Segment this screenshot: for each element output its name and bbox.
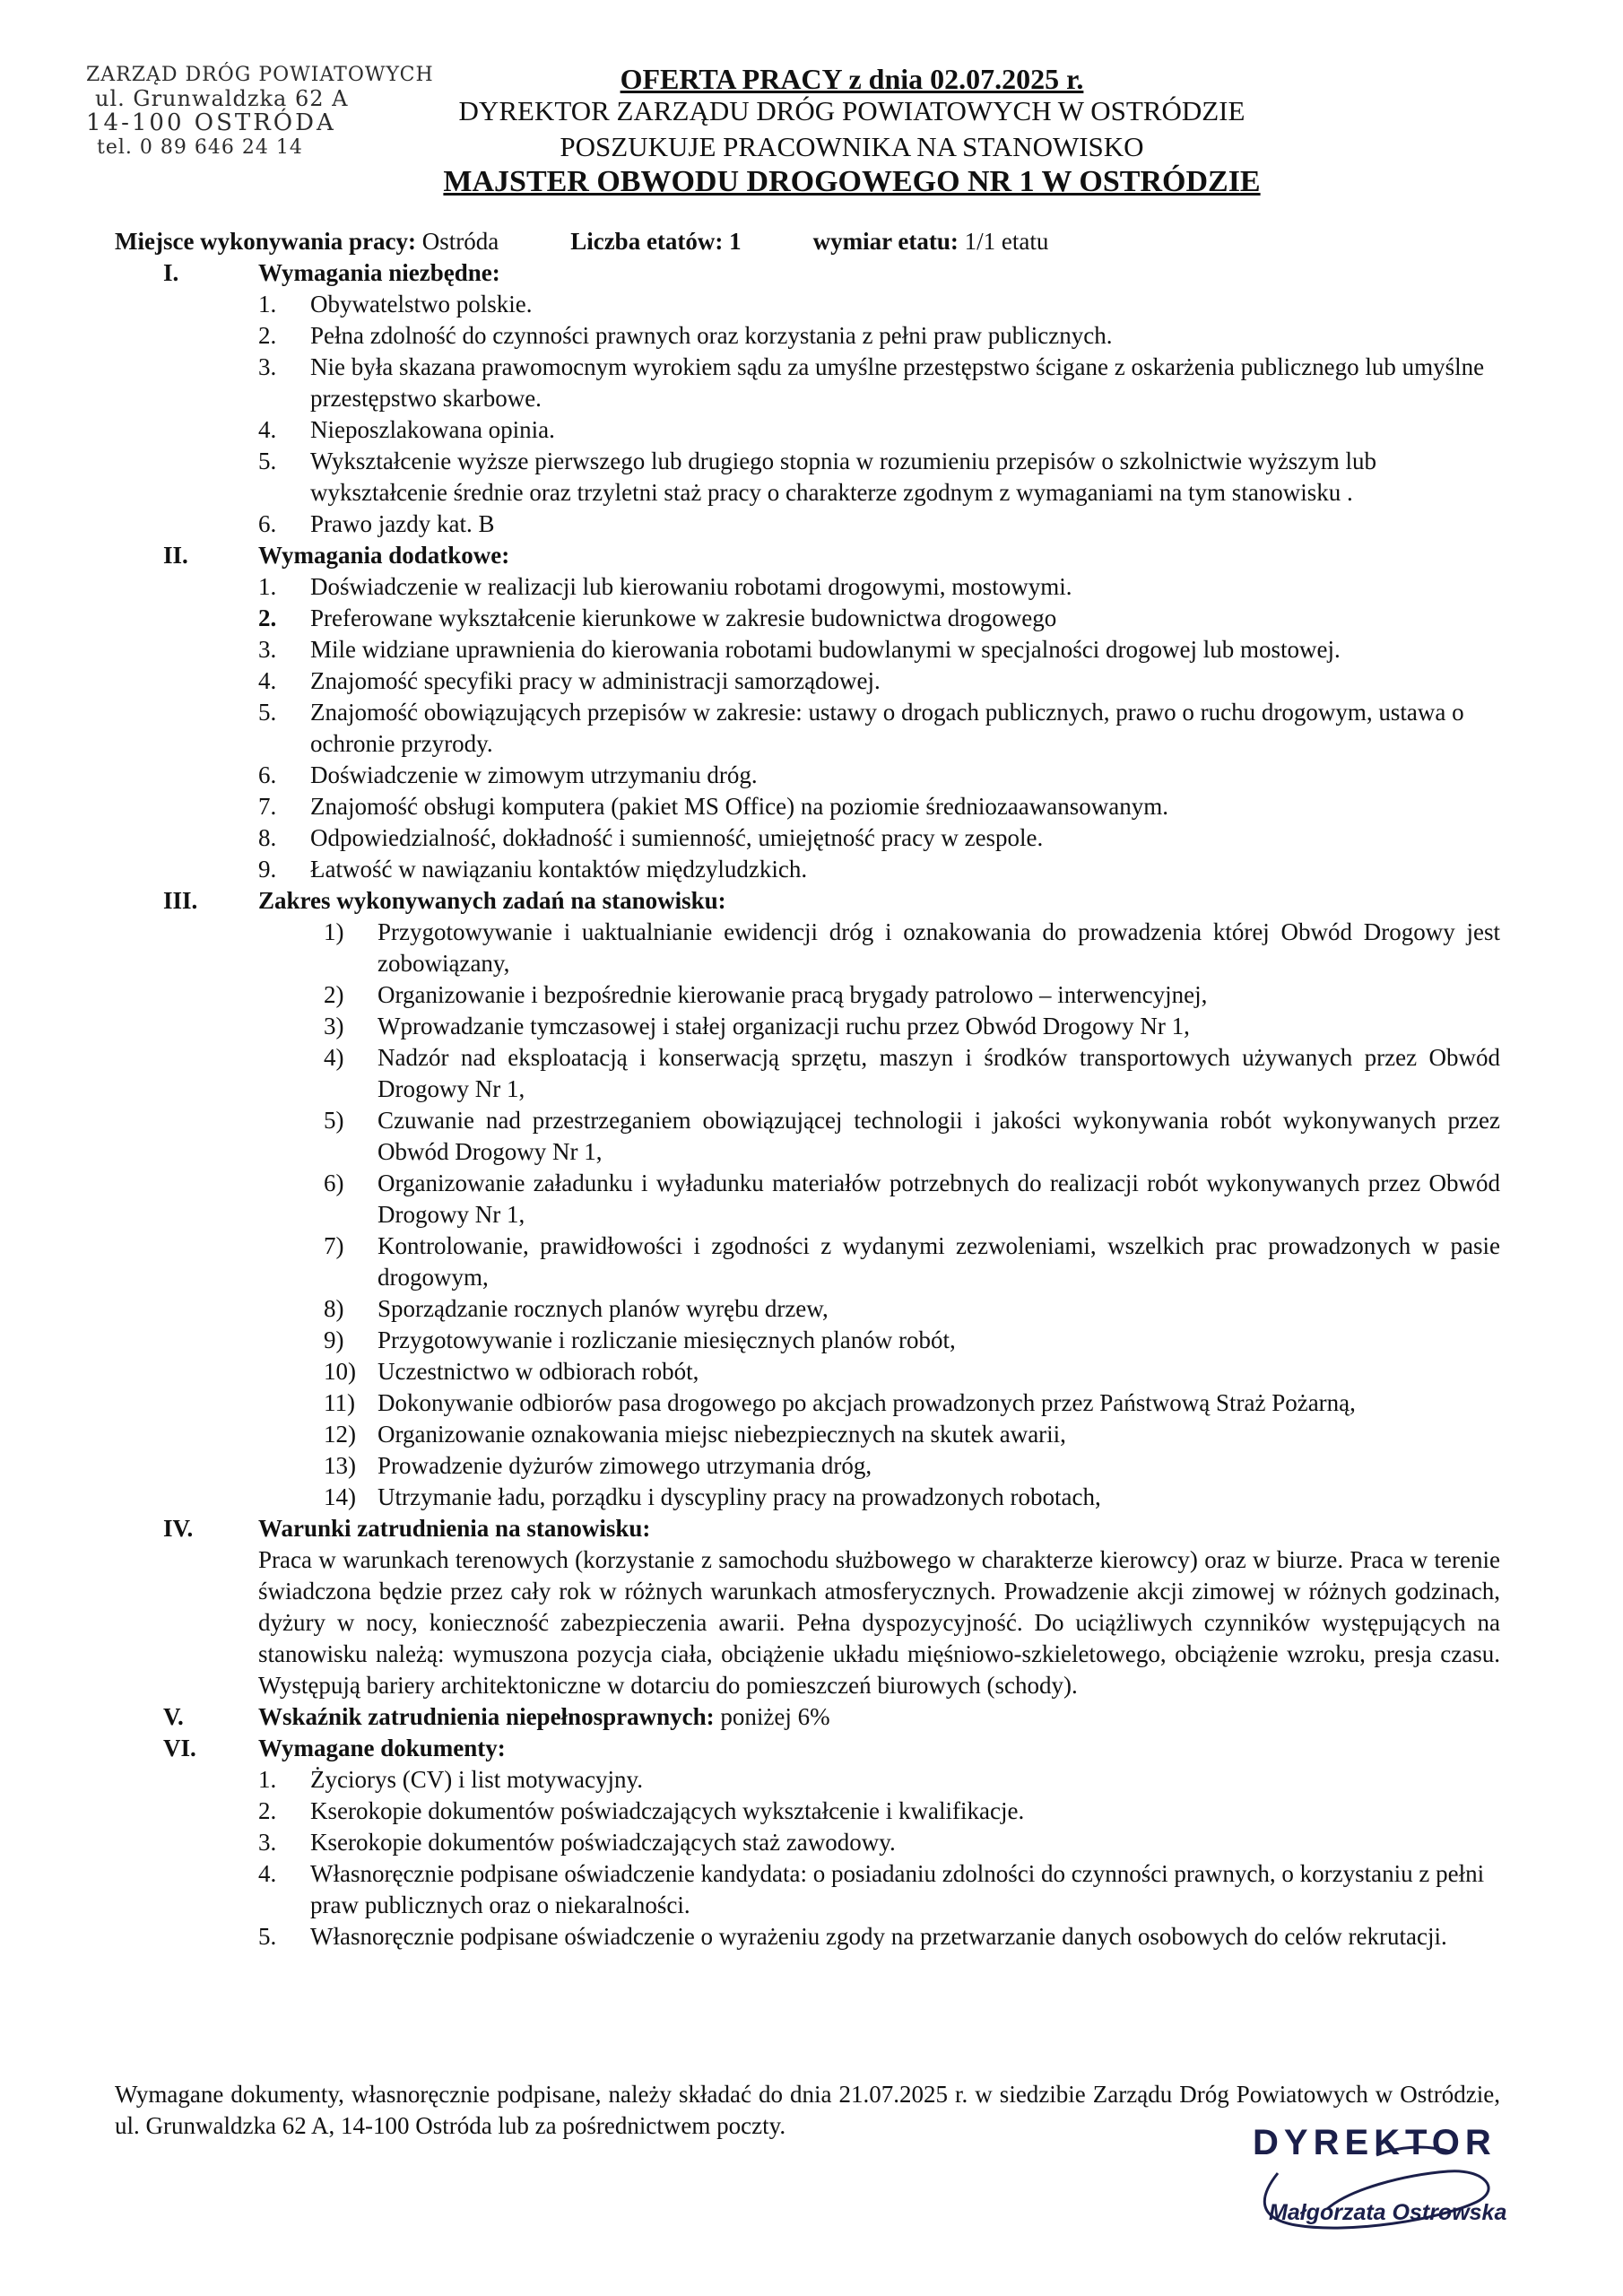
item-text: Pełna zdolność do czynności prawnych oraz korzystania z pełni praw publicznych. <box>310 322 1113 349</box>
signature-title: DYREKTOR <box>1253 2123 1497 2162</box>
item-text: Przygotowywanie i rozliczanie miesięcznych planów robót, <box>378 1326 956 1353</box>
item-number: 5) <box>324 1107 344 1134</box>
item-text: Znajomość specyfiki pracy w administracji samorządowej. <box>310 667 881 694</box>
item-text: Przygotowywanie i uaktualnianie ewidencji dróg i oznakowania do prowadzenia której Obwód Drogowy jest zobowiązany, <box>378 918 1500 977</box>
item-number: 2) <box>324 981 344 1008</box>
section-required-heading <box>115 257 1500 289</box>
section-conditions-heading <box>115 1513 1500 1544</box>
documents-list <box>115 1764 1500 1952</box>
item-text: Nadzór nad eksploatacją i konserwacją sprzętu, maszyn i środków transportowych używanych przez Obwód Drogowy Nr 1, <box>378 1044 1500 1102</box>
item-text: Uczestnictwo w odbiorach robót, <box>378 1358 699 1385</box>
item-number: 3. <box>258 1829 277 1856</box>
seeking-heading: POSZUKUJE PRACOWNIKA NA STANOWISKO <box>560 131 1144 162</box>
offer-date-heading: OFERTA PRACY z dnia 02.07.2025 r. <box>620 63 1084 95</box>
list-item <box>258 1764 1500 1796</box>
item-number: 4. <box>258 1860 277 1887</box>
item-text: Kserokopie dokumentów poświadczających wykształcenie i kwalifikacje. <box>310 1797 1025 1824</box>
list-item <box>258 352 1500 414</box>
item-text: Odpowiedzialność, dokładność i sumienność, umiejętność pracy w zespole. <box>310 824 1044 851</box>
item-number: 1. <box>258 573 277 600</box>
section-number: II. <box>163 542 188 569</box>
job-place-value: Ostróda <box>421 228 499 255</box>
list-item <box>324 917 1500 979</box>
item-text: Nieposzlakowana opinia. <box>310 416 555 443</box>
list-item <box>324 979 1500 1011</box>
item-number: 5. <box>258 1923 277 1950</box>
item-number: 14) <box>324 1483 356 1510</box>
item-number: 1. <box>258 1766 277 1793</box>
item-text: Wprowadzanie tymczasowej i stałej organizacji ruchu przez Obwód Drogowy Nr 1, <box>378 1013 1190 1039</box>
list-item <box>258 446 1500 509</box>
item-number: 4. <box>258 667 277 694</box>
stamp-line-phone: tel. 0 89 646 24 14 <box>97 136 303 159</box>
item-text: Organizowanie oznakowania miejsc niebezpiecznych na skutek awarii, <box>378 1421 1066 1448</box>
item-number: 1. <box>258 291 277 317</box>
list-item <box>324 1293 1500 1325</box>
item-text: Sporządzanie rocznych planów wyrębu drzew, <box>378 1295 829 1322</box>
section-tasks-heading <box>115 885 1500 917</box>
position-title: MAJSTER OBWODU DROGOWEGO NR 1 W OSTRÓDZIE <box>443 165 1261 198</box>
list-item <box>258 509 1500 540</box>
stamp-line-city: 14-100 OSTRÓDA <box>86 109 336 136</box>
list-item <box>258 320 1500 352</box>
list-item <box>258 665 1500 697</box>
item-number: 7. <box>258 793 277 820</box>
job-count <box>570 226 741 257</box>
section-disability-rate <box>115 1701 1500 1733</box>
item-text: Mile widziane uprawnienia do kierowania robotami budowlanymi w specjalności drogowej lub mostowej. <box>310 636 1341 663</box>
list-item <box>324 1356 1500 1387</box>
item-text: Dokonywanie odbiorów pasa drogowego po akcjach prowadzonych przez Państwową Straż Pożarną, <box>378 1389 1356 1416</box>
list-item <box>258 791 1500 822</box>
item-number: 12) <box>324 1421 356 1448</box>
list-item <box>324 1042 1500 1105</box>
job-place <box>115 226 499 257</box>
job-place-label: Miejsce wykonywania pracy: <box>115 228 416 255</box>
item-number: 6) <box>324 1170 344 1196</box>
item-text: Czuwanie nad przestrzeganiem obowiązującej technologii i jakości wykonywania robót wykonywanych przez Obwód Drogowy Nr 1, <box>378 1107 1500 1165</box>
stamp-line-org: ZARZĄD DRÓG POWIATOWYCH <box>86 64 434 86</box>
item-number: 1) <box>324 918 344 945</box>
item-number: 9) <box>324 1326 344 1353</box>
submission-note: Wymagane dokumenty, własnoręcznie podpisane, należy składać do dnia 21.07.2025 r. w siedzibie Zarządu Dróg Powiatowych w Ostródzie, ul. Grunwaldzka 62 A, 14-100 Ostróda lub za pośrednictwem poczty. <box>115 2081 1500 2139</box>
item-text: Kserokopie dokumentów poświadczających staż zawodowy. <box>310 1829 896 1856</box>
additional-list <box>115 571 1500 885</box>
section-title: Wymagania dodatkowe: <box>258 542 510 569</box>
section-number: IV. <box>163 1515 194 1542</box>
item-text: Prowadzenie dyżurów zimowego utrzymania dróg, <box>378 1452 872 1479</box>
list-item <box>258 854 1500 885</box>
item-number: 5. <box>258 448 277 474</box>
section-number: I. <box>163 259 179 286</box>
tasks-list <box>115 917 1500 1513</box>
list-item <box>258 289 1500 320</box>
list-item <box>324 1325 1500 1356</box>
item-text: Znajomość obsługi komputera (pakiet MS Office) na poziomie średniozaawansowanym. <box>310 793 1168 820</box>
item-text: Życiorys (CV) i list motywacyjny. <box>310 1766 643 1793</box>
item-number: 8) <box>324 1295 344 1322</box>
section-additional-heading <box>115 540 1500 571</box>
list-item <box>258 603 1500 634</box>
item-text: Preferowane wykształcenie kierunkowe w zakresie budownictwa drogowego <box>310 604 1057 631</box>
list-item <box>258 1827 1500 1858</box>
section-title: Zakres wykonywanych zadań na stanowisku: <box>258 887 726 914</box>
section-body <box>258 1701 1500 1733</box>
item-number: 2. <box>258 1797 277 1824</box>
required-list <box>115 289 1500 540</box>
item-number: 2. <box>258 604 277 631</box>
section-title: Wymagania niezbędne: <box>258 259 500 286</box>
item-text: Nie była skazana prawomocnym wyrokiem sądu za umyślne przestępstwo ścigane z oskarżenia publicznego lub umyślne przestępstwo skarbowe. <box>310 353 1485 412</box>
item-number: 8. <box>258 824 277 851</box>
director-signature <box>1242 2119 1520 2245</box>
section-number: V. <box>163 1703 184 1730</box>
item-number: 10) <box>324 1358 356 1385</box>
job-dimension-label: wymiar etatu: <box>812 228 959 255</box>
item-number: 6. <box>258 510 277 537</box>
item-text: Łatwość w nawiązaniu kontaktów międzyludzkich. <box>310 856 808 883</box>
director-heading: DYREKTOR ZARZĄDU DRÓG POWIATOWYCH W OSTRÓDZIE <box>458 95 1245 126</box>
organization-stamp <box>86 63 434 160</box>
section-number: III. <box>163 887 198 914</box>
item-number: 6. <box>258 761 277 788</box>
section-title: Wskaźnik zatrudnienia niepełnosprawnych: <box>258 1703 715 1730</box>
job-count-label: Liczba etatów: <box>570 228 724 255</box>
disability-rate-value: poniżej 6% <box>720 1703 830 1730</box>
list-item <box>324 1011 1500 1042</box>
job-dimension <box>813 226 1049 257</box>
item-text: Utrzymanie ładu, porządku i dyscypliny pracy na prowadzonych robotach, <box>378 1483 1101 1510</box>
item-text: Obywatelstwo polskie. <box>310 291 533 317</box>
list-item <box>258 1858 1500 1921</box>
section-title: Warunki zatrudnienia na stanowisku: <box>258 1515 651 1542</box>
list-item <box>324 1450 1500 1482</box>
item-text: Doświadczenie w realizacji lub kierowaniu robotami drogowymi, mostowymi. <box>310 573 1072 600</box>
job-count-value: 1 <box>729 228 742 255</box>
item-number: 3. <box>258 636 277 663</box>
item-text: Doświadczenie w zimowym utrzymaniu dróg. <box>310 761 758 788</box>
item-number: 9. <box>258 856 277 883</box>
list-item <box>258 822 1500 854</box>
list-item <box>324 1105 1500 1168</box>
offer-body <box>115 226 1500 1952</box>
list-item <box>324 1231 1500 1293</box>
item-number: 3. <box>258 353 277 380</box>
item-text: Znajomość obowiązujących przepisów w zakresie: ustawy o drogach publicznych, prawo o ruchu drogowym, ustawa o ochronie przyrody. <box>310 699 1464 757</box>
item-number: 7) <box>324 1232 344 1259</box>
list-item <box>258 1921 1500 1952</box>
item-text: Własnoręcznie podpisane oświadczenie kandydata: o posiadaniu zdolności do czynności prawnych, o korzystaniu z pełni praw publicznych oraz o niekaralności. <box>310 1860 1485 1918</box>
item-text: Organizowanie załadunku i wyładunku materiałów potrzebnych do realizacji robót wykonywanych przez Obwód Drogowy Nr 1, <box>378 1170 1500 1228</box>
list-item <box>258 414 1500 446</box>
list-item <box>324 1419 1500 1450</box>
item-text: Kontrolowanie, prawidłowości i zgodności z wydanymi zezwoleniami, wszelkich prac prowadzonych w pasie drogowym, <box>378 1232 1500 1291</box>
signature-name: Małgorzata Ostrowska <box>1269 2200 1507 2225</box>
list-item <box>324 1168 1500 1231</box>
section-documents-heading <box>115 1733 1500 1764</box>
item-number: 3) <box>324 1013 344 1039</box>
list-item <box>258 760 1500 791</box>
item-number: 5. <box>258 699 277 726</box>
item-text: Wykształcenie wyższe pierwszego lub drugiego stopnia w rozumieniu przepisów o szkolnictwie wyższym lub wykształcenie średnie oraz trzyletni staż pracy o charakterze zgodnym z wymaganiami na tym stanowisku . <box>310 448 1377 506</box>
list-item <box>258 571 1500 603</box>
item-text: Własnoręcznie podpisane oświadczenie o wyrażeniu zgody na przetwarzanie danych osobowych do celów rekrutacji. <box>310 1923 1447 1950</box>
list-item <box>258 1796 1500 1827</box>
section-title: Wymagane dokumenty: <box>258 1735 506 1761</box>
list-item <box>324 1387 1500 1419</box>
item-number: 4. <box>258 416 277 443</box>
job-dimension-value: 1/1 etatu <box>964 228 1049 255</box>
list-item <box>324 1482 1500 1513</box>
item-number: 2. <box>258 322 277 349</box>
list-item <box>258 634 1500 665</box>
item-number: 13) <box>324 1452 356 1479</box>
item-text: Organizowanie i bezpośrednie kierowanie pracą brygady patrolowo – interwencyjnej, <box>378 981 1208 1008</box>
job-meta <box>115 226 1500 257</box>
item-text: Prawo jazdy kat. B <box>310 510 495 537</box>
stamp-line-street: ul. Grunwaldzka 62 A <box>95 86 349 111</box>
conditions-text: Praca w warunkach terenowych (korzystanie z samochodu służbowego w charakterze kierowcy) oraz w biurze. Praca w terenie świadczona będzie przez cały rok w różnych warunkach atmosferycznych. Prowadzenie akcji zimowej w różnych godzinach, dyżury w nocy, konieczność zabezpieczenia awarii. Pełna dyspozycyjność. Do uciążliwych czynników występujących na stanowisku należą: wymuszona pozycja ciała, obciążenie układu mięśniowo-szkieletowego, obciążenie wzroku, presja czasu. Występują bariery architektoniczne w dotarciu do pomieszczeń biurowych (schody). <box>258 1546 1500 1699</box>
section-number: VI. <box>163 1735 196 1761</box>
item-number: 4) <box>324 1044 344 1071</box>
item-number: 11) <box>324 1389 355 1416</box>
list-item <box>258 697 1500 760</box>
